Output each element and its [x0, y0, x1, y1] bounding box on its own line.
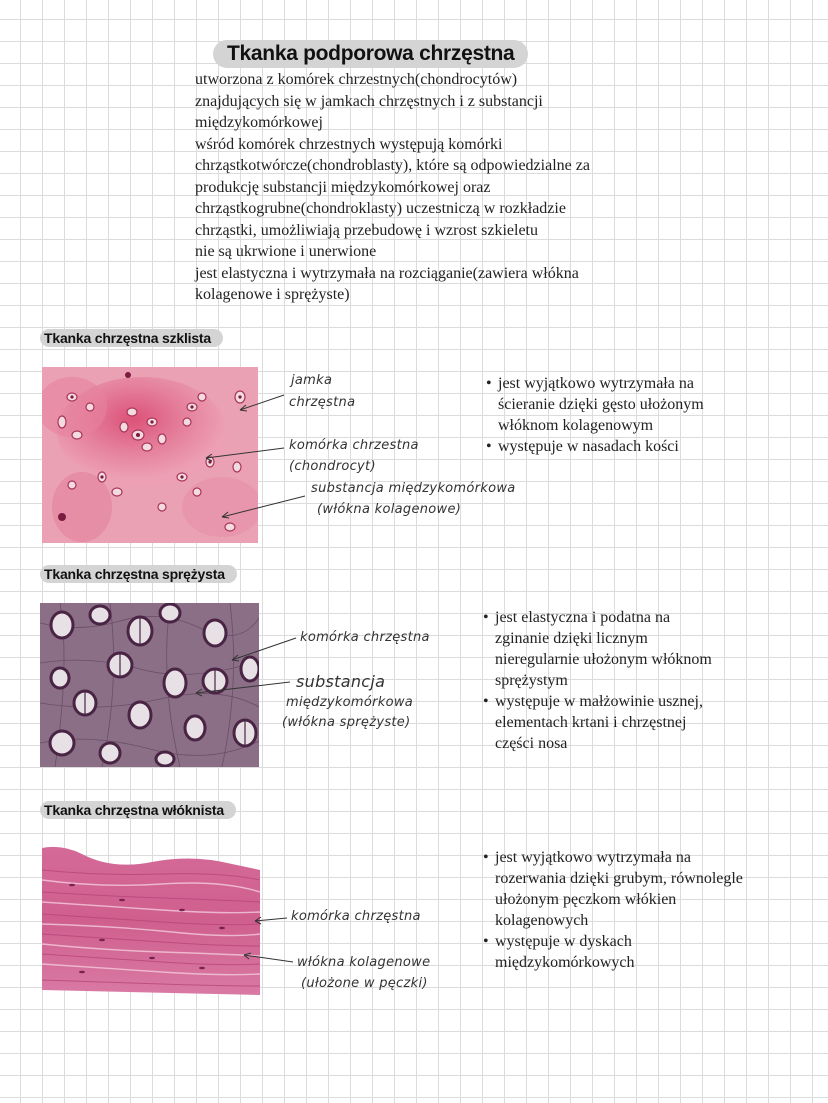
label-komorka-chrzestna-elastic: komórka chrzęstna: [300, 630, 430, 645]
fact-line: • jest wyjątkowo wytrzymała na: [483, 849, 691, 866]
fact-line: ścieranie dzięki gęsto ułożonym: [498, 396, 704, 413]
fact-line: zginanie dzięki licznym: [495, 630, 648, 647]
label-komorka-chrzestna: komórka chrzestna: [289, 438, 419, 453]
bullet-icon: •: [483, 693, 489, 710]
label-miedzykomorkowa: międzykomórkowa: [286, 695, 414, 710]
label-wlokna-kolagenowe-fibrous: włókna kolagenowe: [297, 955, 431, 970]
intro-line: znajdujących się w jamkach chrzęstnych i z substancji: [195, 92, 543, 110]
fact-line: elementach krtani i chrzęstnej: [495, 714, 687, 731]
fact-line: • jest elastyczna i podatna na: [483, 609, 671, 626]
fact-line: włóknom kolagenowym: [498, 417, 654, 434]
fact-line: rozerwania dzięki grubym, równolegle: [495, 870, 743, 887]
intro-line: międzykomórkowej: [195, 114, 323, 131]
fact-line: ułożonym pęczkom włókien: [495, 891, 677, 908]
intro-line: utworzona z komórek chrzestnych(chondrocytów): [195, 71, 518, 88]
label-substancja: substancja: [296, 672, 386, 691]
intro-line: chrząstkotwórcze(chondroblasty), które są odpowiedzialne za: [195, 157, 590, 174]
label-wlokna-kolagenowe: (włókna kolagenowe): [317, 502, 462, 517]
fact-line: nieregularnie ułożonym włóknom: [495, 651, 712, 668]
facts-fibrous: [483, 847, 743, 973]
page-title: Tkanka podporowa chrzęstna: [213, 40, 528, 68]
intro-line: chrząstkogrubne(chondroklasty) uczestniczą w rozkładzie: [195, 200, 566, 217]
intro-line: kolagenowe i sprężyste): [195, 286, 350, 303]
bullet-icon: •: [483, 933, 489, 950]
bullet-icon: •: [483, 609, 489, 626]
fact-line: kolagenowych: [495, 912, 589, 929]
fact-line: międzykomórkowych: [495, 954, 635, 971]
label-wlokna-sprezyste: (włókna sprężyste): [282, 715, 411, 730]
label-chondrocyt: (chondrocyt): [289, 459, 376, 474]
bullet-icon: •: [483, 849, 489, 866]
label-ulozone-w-peczki: (ułożone w pęczki): [301, 976, 428, 991]
fact-line: • występuje w nasadach kości: [486, 438, 679, 455]
label-jamka: jamka: [291, 373, 333, 388]
label-chrzestna: chrzęstna: [289, 395, 356, 410]
intro-line: nie są ukrwione i unerwione: [195, 243, 377, 260]
label-komorka-chrzestna-fibrous: komórka chrzęstna: [291, 909, 421, 924]
fact-line: części nosa: [495, 735, 568, 752]
fact-line: sprężystym: [495, 672, 568, 689]
section-heading-hyaline: Tkanka chrzęstna szklista: [40, 329, 223, 347]
section-heading-elastic: Tkanka chrzęstna sprężysta: [40, 565, 237, 583]
intro-line: wśród komórek chrzestnych występują komórki: [195, 135, 503, 153]
intro-line: jest elastyczna i wytrzymała na rozciąganie(zawiera włókna: [195, 264, 579, 282]
fact-line: • występuje w małżowinie usznej,: [483, 693, 703, 710]
bullet-icon: •: [486, 375, 492, 392]
label-substancja-miedzykomorkowa: substancja międzykomórkowa: [311, 481, 516, 496]
intro-line: produkcję substancji międzykomórkowej oraz: [195, 178, 491, 196]
bullet-icon: •: [486, 438, 492, 455]
section-heading-fibrous: Tkanka chrzęstna włóknista: [40, 801, 236, 819]
fact-line: • występuje w dyskach: [483, 933, 632, 950]
intro-line: chrząstki, umożliwiają przebudowę i wzrost szkieletu: [195, 221, 538, 239]
fact-line: • jest wyjątkowo wytrzymała na: [486, 375, 694, 392]
